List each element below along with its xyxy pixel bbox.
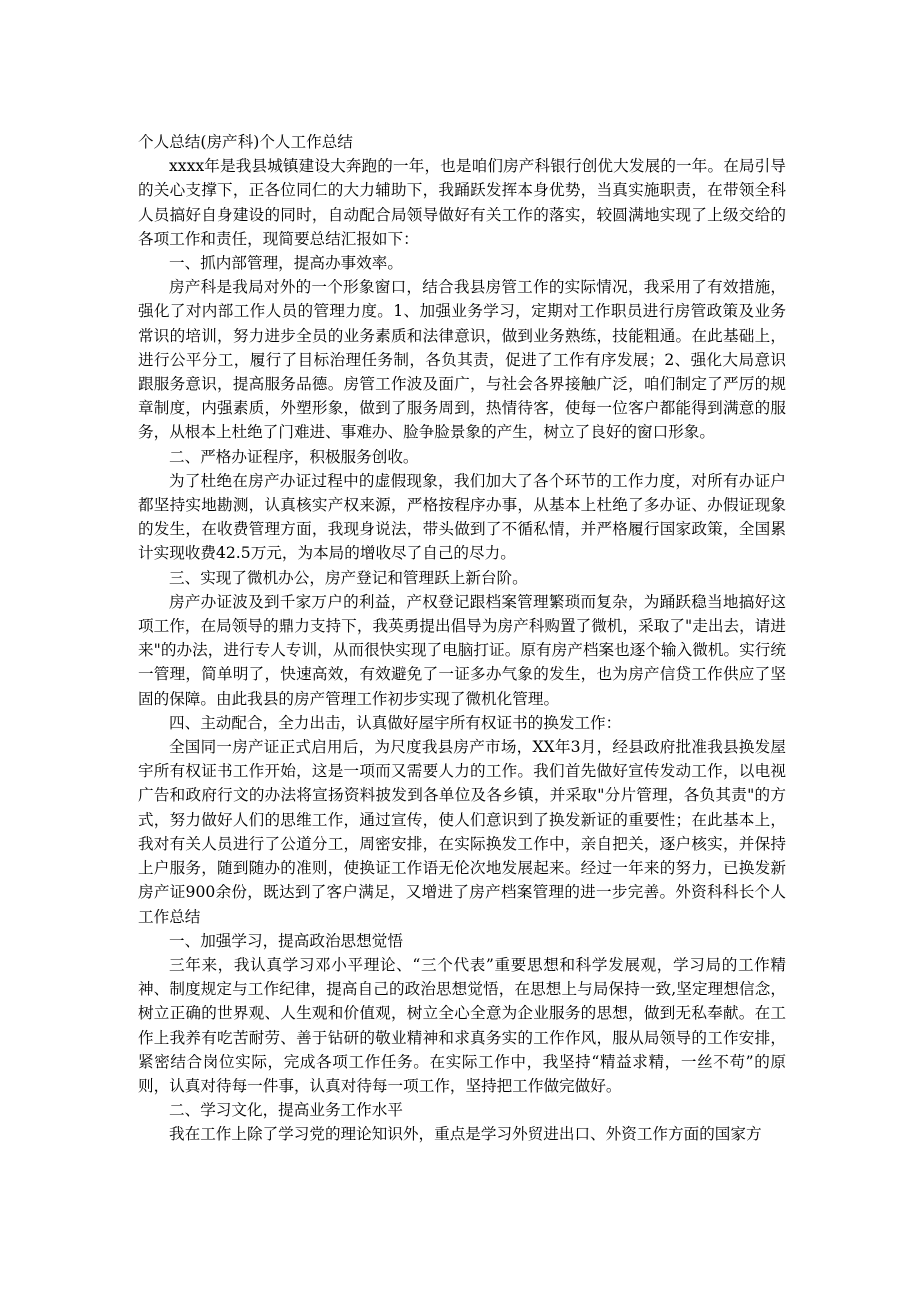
paragraph-certificate-process: 为了杜绝在房产办证过程中的虚假现象，我们加大了各个环节的工作力度，对所有办证户都坚持实地勘测，认真核实产权来源，严格按程序办事，从基本上杜绝了多办证、办假证现象的发生，在收费管理方面，我现身说法，带头做到了不循私情，并严格履行国家政策，全国累计实现收费42.5万元，为本局的增收尽了自己的尽力。: [138, 471, 786, 563]
paragraph-internal-management: 房产科是我局对外的一个形象窗口，结合我县房管工作的实际情况，我采用了有效措施，强化了对内部工作人员的管理力度。1、加强业务学习，定期对工作职员进行房管政策及业务常识的培训，努力进步全员的业务素质和法律意识，做到业务熟练，技能粗通。在此基础上，进行公平分工，履行了目标治理任务制，各负其责，促进了工作有序发展；2、强化大局意识跟服务意识，提高服务品德。房管工作波及面广，与社会各界接触广泛，咱们制定了严厉的规章制度，内强素质，外塑形象，做到了服务周到，热情待客，使每一位客户都能得到满意的服务，从根本上杜绝了门难进、事难办、脸争脸景象的产生，树立了良好的窗口形象。: [138, 278, 786, 442]
section-heading-6: 二、学习文化，提高业务工作水平: [169, 1101, 403, 1120]
section-heading-4: 四、主动配合，全力出击，认真做好屋宇所有权证书的换发工作：: [169, 713, 622, 732]
paragraph-computerization: 房产办证波及到千家万户的利益，产权登记跟档案管理繁琐而复杂，为踊跃稳当地搞好这项工作，在局领导的鼎力支持下，我英勇提出倡导为房产科购置了微机，采取了"走出去，请进来"的办法，进行专人专训，从而很快实现了电脑打证。原有房产档案也逐个输入微机。实行统一管理，简单明了，快速高效，有效避免了一证多办气象的发生，也为房产信贷工作供应了坚固的保障。由此我县的房产管理工作初步实现了微机化管理。: [138, 592, 786, 708]
paragraph-political-study: 三年来，我认真学习邓小平理论、“三个代表”重要思想和科学发展观，学习局的工作精神、制度规定与工作纪律，提高自己的政治思想觉悟，在思想上与局保持一致,坚定理想信念，树立正确的世界观、人生观和价值观，树立全心全意为企业服务的思想，做到无私奉献。在工作上我养有吃苦耐劳、善于钻研的敬业精神和求真务实的工作作风，服从局领导的工作安排，紧密结合岗位实际，完成各项工作任务。在实际工作中，我坚持“精益求精，一丝不苟”的原则，认真对待每一件事，认真对待每一项工作，坚持把工作做完做好。: [138, 955, 786, 1095]
document-page: [138, 130, 786, 1147]
paragraph-intro: xxxx年是我县城镇建设大奔跑的一年，也是咱们房产科银行创优大发展的一年。在局引导的关心支撑下，正各位同仁的大力辅助下，我踊跃发挥本身优势，当真实施职责，在带领全科人员搞好自身建设的同时，自动配合局领导做好有关工作的落实，较圆满地实现了上级交给的各项工作和责任，现简要总结汇报如下：: [138, 157, 786, 248]
section-heading-3: 三、实现了微机办公，房产登记和管理跃上新台阶。: [169, 568, 528, 587]
document-title: 个人总结(房产科)个人工作总结: [138, 133, 353, 151]
section-heading-5: 一、加强学习，提高政治思想觉悟: [169, 931, 403, 950]
paragraph-certificate-renewal: 全国同一房产证正式启用后，为尺度我县房产市场，XX年3月，经县政府批准我县换发屋宇所有权证书工作开始，这是一项而又需要人力的工作。我们首先做好宣传发动工作，以电视广告和政府行文的办法将宣扬资料披发到各单位及各乡镇，并采取"分片管理，各负其责"的方式，努力做好人们的思维工作，通过宣传，使人们意识到了换发新证的重要性；在此基本上，我对有关人员进行了公道分工，周密安排，在实际换发工作中，亲自把关，逐户核实，并保持上户服务，随到随办的准则，使换证工作语无伦次地发展起来。经过一年来的努力，已换发新房产证900余份，既达到了客户满足，又增进了房产档案管理的进一步完善。外资科科长个人工作总结: [138, 738, 786, 926]
section-heading-1: 一、抓内部管理，提高办事效率。: [169, 254, 403, 273]
section-heading-2: 二、严格办证程序，积极服务创收。: [169, 447, 419, 466]
paragraph-business-study: 我在工作上除了学习党的理论知识外，重点是学习外贸进出口、外资工作方面的国家方: [169, 1125, 762, 1144]
